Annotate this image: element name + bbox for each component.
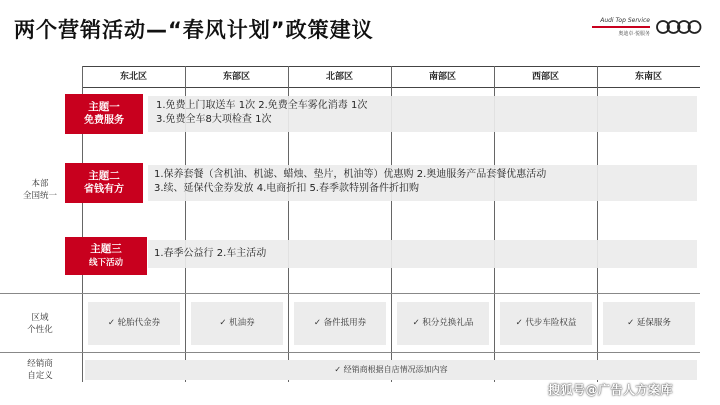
regional-item-tire-coupon: ✓ 轮胎代金券 (88, 302, 180, 345)
theme-2-policy-box (148, 165, 697, 201)
theme-1-policy-box (148, 96, 697, 132)
theme-tag-number: 主题三 (90, 243, 122, 255)
theme-tag-name: 免费服务 (84, 115, 124, 126)
theme-3-tag (65, 237, 147, 275)
theme-1-tag (65, 94, 143, 134)
region-beibu: 北部区 (325, 72, 353, 82)
region-dongbu: 东部区 (222, 72, 250, 82)
regional-item-courtesy-car: ✓ 代步车险权益 (500, 302, 592, 345)
audi-rings-logo (656, 19, 702, 35)
section-divider (0, 293, 700, 294)
policy-line: 1.春季公益行 2.车主活动 (154, 248, 267, 259)
theme-tag-number: 主题一 (88, 101, 120, 113)
theme-tag-name: 线下活动 (88, 258, 123, 268)
audi-top-service-brand (592, 17, 650, 37)
page-title: 两个营销活动—“春风计划”政策建议 (14, 18, 374, 42)
region-nanbu: 南部区 (428, 72, 456, 82)
row-label-dealer: 经销商 自定义 (27, 359, 53, 381)
brand-sub-text: 奥迪卓·悦服务 (618, 31, 650, 37)
region-dongnan: 东南区 (634, 72, 662, 82)
row-label-unified: 本部 全国统一 (22, 179, 57, 201)
brand-red-bar (592, 26, 650, 28)
dealer-custom-box: ✓ 经销商根据自店情况添加内容 (85, 360, 697, 380)
policy-line: 3.免费全车8大项检查 1次 (156, 114, 272, 125)
regional-item-points-gift: ✓ 积分兑换礼品 (397, 302, 489, 345)
theme-tag-number: 主题二 (88, 170, 120, 182)
section-divider (0, 352, 700, 353)
regional-item-extended-warranty: ✓ 延保服务 (603, 302, 695, 345)
brand-top-text: Audi Top Service (600, 17, 650, 24)
watermark-text: 搜狐号@广告人方案库 (548, 383, 674, 397)
regional-item-parts-voucher: ✓ 备件抵用券 (294, 302, 386, 345)
theme-3-policy-box (148, 240, 697, 268)
region-xibu: 西部区 (531, 72, 559, 82)
theme-tag-name: 省钱有方 (84, 184, 124, 195)
policy-line: 1.保养套餐（含机油、机滤、蜡烛、垫片，机油等）优惠购 2.奥迪服务产品套餐优惠活动 (154, 169, 547, 180)
policy-line: 3.续、延保代金券发放 4.电商折扣 5.春季款特别备件折扣购 (154, 183, 419, 194)
regional-item-oil-coupon: ✓ 机油券 (191, 302, 283, 345)
theme-2-tag (65, 163, 143, 203)
row-label-regional: 区域 个性化 (27, 313, 53, 335)
region-dongbei: 东北区 (119, 72, 147, 82)
policy-line: 1.免费上门取送车 1次 2.免费全车雾化消毒 1次 (156, 100, 368, 111)
